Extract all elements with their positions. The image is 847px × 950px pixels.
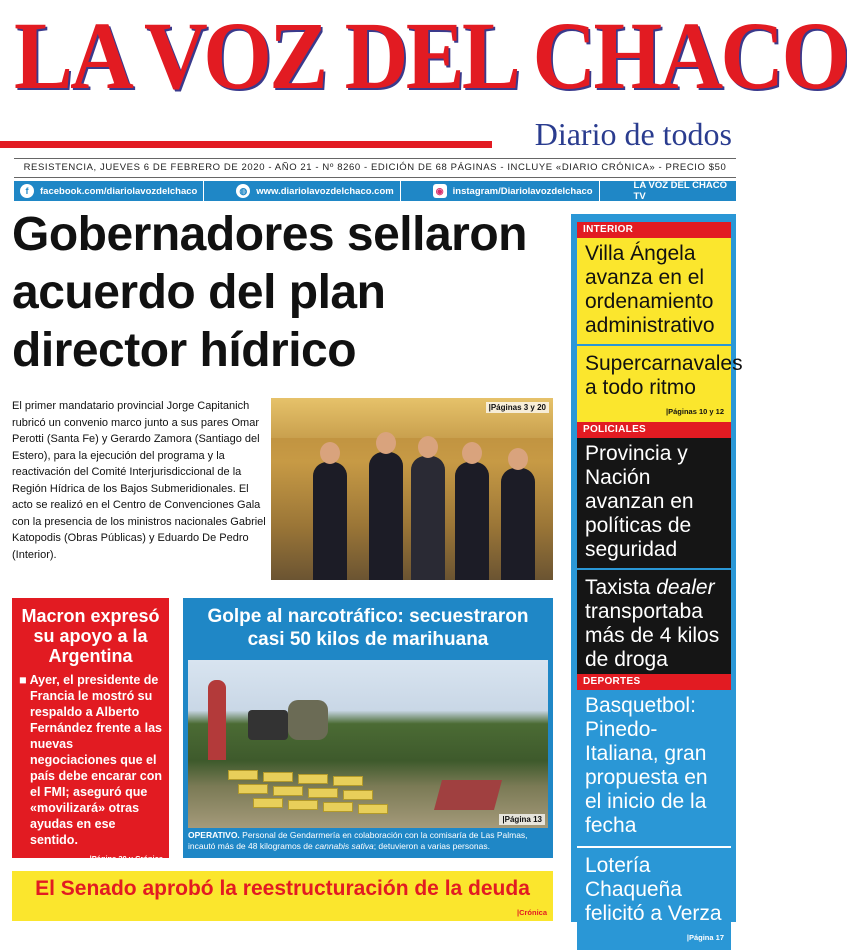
instagram-link[interactable] <box>427 184 593 198</box>
globe-icon: ◍ <box>236 184 250 198</box>
narco-caption <box>188 830 548 852</box>
story-supercarnavales-text: Supercarnavales a todo ritmo <box>585 352 743 399</box>
section-deportes <box>577 674 731 950</box>
story-provincia-nacion[interactable]: Provincia y Nación avanzan en políticas de seguridad <box>577 438 731 570</box>
narco-photo-ref: |Página 13 <box>499 814 545 825</box>
tv-link[interactable] <box>628 180 736 202</box>
story-loteria-text: Lotería Chaqueña felicitó a Verza <box>585 854 722 925</box>
narco-headline: Golpe al narcotráfico: secuestraron casi 50 kilos de marihuana <box>207 606 529 650</box>
instagram-url: instagram/Diariolavozdelchaco <box>452 185 593 197</box>
lead-body: El primer mandatario provincial Jorge Capitanich rubricó un convenio marco junto a sus pares Omar Perotti (Santa Fe) y Gerardo Zamora (Santiago del Estero), para la ejecución del programa y la reactivación del Comité Interjurisdiccional de la Región Hídrica de los Bajos Submeridionales. El acto se realizó en el Centro de Convenciones Gala con la presencia de los ministros nacionales Gabriel Katopodis (Obras Públicas) y Eduardo De Pedro (Interior). <box>12 400 266 561</box>
bullet-icon: ■ <box>19 673 27 687</box>
interior-ref: |Páginas 10 y 12 <box>666 407 724 416</box>
social-bar <box>14 181 736 201</box>
section-label-policiales: POLICIALES <box>577 422 731 438</box>
senado-headline: El Senado aprobó la reestructuración de la deuda <box>35 877 530 900</box>
macron-body-text: Ayer, el presidente de Francia le mostró su respaldo a Alberto Fernández frente a las nuevas negociaciones que el país debe encarar con el FMI; aseguró que «movilizará» otras ayudas en ese sentido. <box>29 673 163 847</box>
tv-label: LA VOZ DEL CHACO TV <box>633 180 727 202</box>
person <box>411 456 445 580</box>
person <box>369 452 403 580</box>
web-link[interactable] <box>230 184 393 198</box>
narco-photo <box>188 660 548 828</box>
person <box>313 462 347 580</box>
macron-body <box>18 672 163 848</box>
newspaper-title: LA VOZ DEL CHACO <box>14 2 847 109</box>
sidebar <box>571 214 743 942</box>
facebook-url: facebook.com/diariolavozdelchaco <box>40 185 198 197</box>
newspaper-tagline: Diario de todos <box>534 116 732 152</box>
divider <box>203 181 204 201</box>
caption-text-em: cannabis sativa <box>315 841 374 851</box>
motorcycle <box>248 710 288 740</box>
story-villa-angela[interactable]: Villa Ángela avanza en el ordenamiento administrativo <box>577 238 731 346</box>
facebook-icon: f <box>20 184 34 198</box>
facebook-link[interactable] <box>14 184 197 198</box>
dateline: RESISTENCIA, JUEVES 6 DE FEBRERO DE 2020 - AÑO 21 - Nº 8260 - EDICIÓN DE 68 PÁGINAS - INCLUYE «DIARIO CRÓNICA» - PRECIO $50 <box>14 158 736 178</box>
lead-photo-ref: |Páginas 3 y 20 <box>486 402 549 413</box>
story-supercarnavales[interactable] <box>577 346 743 424</box>
person <box>208 680 226 760</box>
instagram-icon: ◉ <box>433 184 447 198</box>
lead-photo <box>271 398 553 580</box>
caption-lead: OPERATIVO. <box>188 830 240 840</box>
taxista-text-pre: Taxista <box>585 576 657 599</box>
senado-ref: |Crónica <box>516 908 547 917</box>
divider <box>599 181 600 201</box>
caption-text-pre: Personal de Gendarmería en colaboración con la comisaría de Las Palmas, incautó más de 48 kilogramos de <box>188 830 528 851</box>
person <box>501 468 535 580</box>
story-senado[interactable] <box>12 871 553 921</box>
story-macron[interactable] <box>12 598 169 863</box>
masthead-rule <box>0 141 492 148</box>
agent <box>288 700 328 740</box>
story-narcotrafico[interactable] <box>183 598 553 858</box>
macron-headline: Macron expresó su apoyo a la Argentina <box>21 606 160 666</box>
taxista-text-post: transportaba más de 4 kilos de droga <box>585 600 720 671</box>
section-label-deportes: DEPORTES <box>577 674 731 690</box>
taxista-text-em: dealer <box>656 576 715 599</box>
tarp <box>434 780 502 810</box>
story-loteria[interactable] <box>577 848 731 950</box>
story-basquetbol[interactable]: Basquetbol: Pinedo-Italiana, gran propuesta en el inicio de la fecha <box>577 690 731 848</box>
section-interior <box>577 222 743 424</box>
divider <box>400 181 401 201</box>
lead-headline[interactable]: Gobernadores sellaron acuerdo del plan director hídrico <box>12 208 527 377</box>
section-policiales <box>577 422 731 696</box>
masthead <box>14 2 847 114</box>
deportes-ref: |Página 17 <box>686 933 724 942</box>
web-url: www.diariolavozdelchaco.com <box>256 185 394 197</box>
person <box>455 462 489 580</box>
macron-ref: |Página 20 y Crónica <box>89 854 163 863</box>
section-label-interior: INTERIOR <box>577 222 731 238</box>
caption-text-post: ; detuvieron a varias personas. <box>373 841 490 851</box>
